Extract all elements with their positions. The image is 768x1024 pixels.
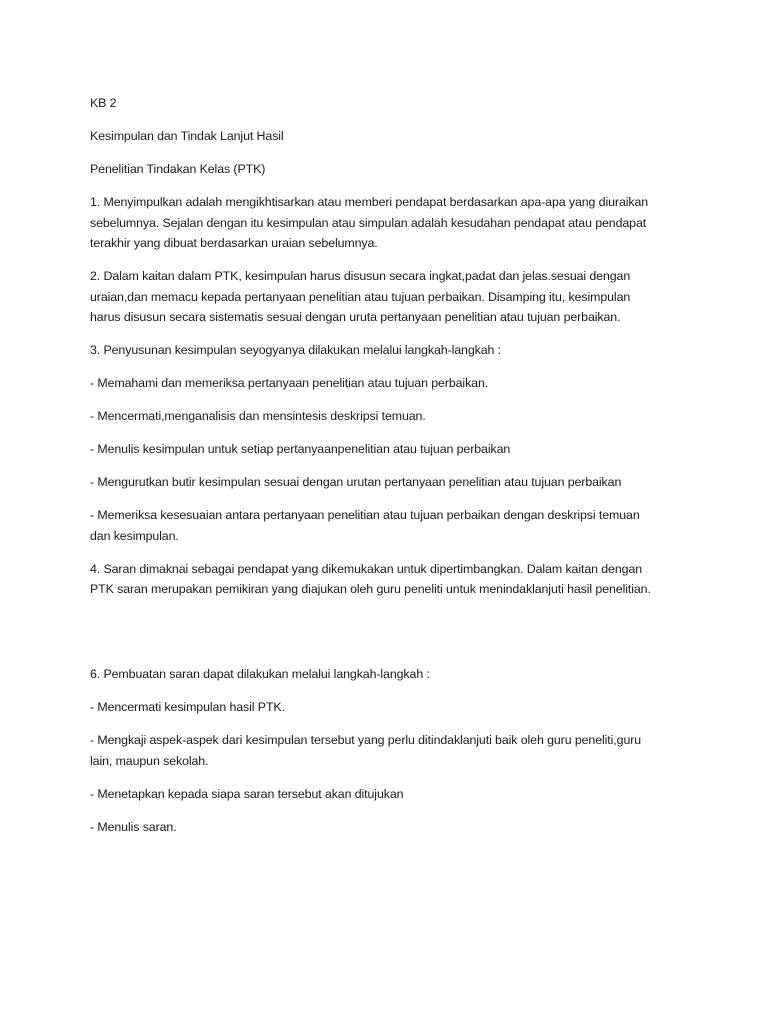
list-item: - Memeriksa kesesuaian antara pertanyaan penelitian atau tujuan perbaikan dengan deskripsi temuan dan kesimpulan.: [90, 508, 640, 543]
list-item: - Mencermati kesimpulan hasil PTK.: [90, 700, 285, 714]
list-item: - Mengkaji aspek-aspek dari kesimpulan tersebut yang perlu ditindaklanjuti baik oleh guru peneliti,guru lain, maupun sekolah.: [90, 733, 642, 768]
doc-title: Kesimpulan dan Tindak Lanjut Hasil: [90, 129, 284, 143]
list-item: - Mengurutkan butir kesimpulan sesuai dengan urutan pertanyaan penelitian atau tujuan perbaikan: [90, 475, 622, 489]
list-item: - Menulis kesimpulan untuk setiap pertanyaanpenelitian atau tujuan perbaikan: [90, 442, 511, 456]
list-item: - Memahami dan memeriksa pertanyaan penelitian atau tujuan perbaikan.: [90, 376, 489, 390]
blank-space: [90, 612, 690, 664]
paragraph-2: 2. Dalam kaitan dalam PTK, kesimpulan harus disusun secara ingkat,padat dan jelas.sesuai dengan uraian,dan memacu kepada pertanyaan penelitian atau tujuan perbaikan. Disamping itu, kesimpulan harus disusun secara sistematis sesuai dengan uruta pertanyaan penelitian atau tujuan perbaikan.: [90, 269, 631, 324]
paragraph-1: 1. Menyimpulkan adalah mengikhtisarkan atau memberi pendapat berdasarkan apa-apa yang diuraikan sebelumnya. Sejalan dengan itu kesimpulan atau simpulan adalah kesudahan pendapat atau pendapat terakhir yang dibuat berdasarkan uraian sebelumnya.: [90, 195, 649, 250]
list-item: - Mencermati,menganalisis dan mensintesis deskripsi temuan.: [90, 409, 426, 423]
doc-subtitle: Penelitian Tindakan Kelas (PTK): [90, 162, 266, 176]
doc-header: KB 2: [90, 96, 117, 110]
list-item: - Menulis saran.: [90, 819, 177, 834]
paragraph-6: 6. Pembuatan saran dapat dilakukan melalui langkah-langkah :: [90, 667, 430, 681]
paragraph-4: 4. Saran dimaknai sebagai pendapat yang dikemukakan untuk dipertimbangkan. Dalam kaitan dengan PTK saran merupakan pemikiran yang diajukan oleh guru peneliti untuk menindaklanjuti hasil penelitian.: [90, 561, 651, 596]
document-body: [90, 93, 690, 850]
list-item: - Menetapkan kepada siapa saran tersebut akan ditujukan: [90, 786, 404, 801]
paragraph-3: 3. Penyusunan kesimpulan seyogyanya dilakukan melalui langkah-langkah :: [90, 343, 502, 357]
